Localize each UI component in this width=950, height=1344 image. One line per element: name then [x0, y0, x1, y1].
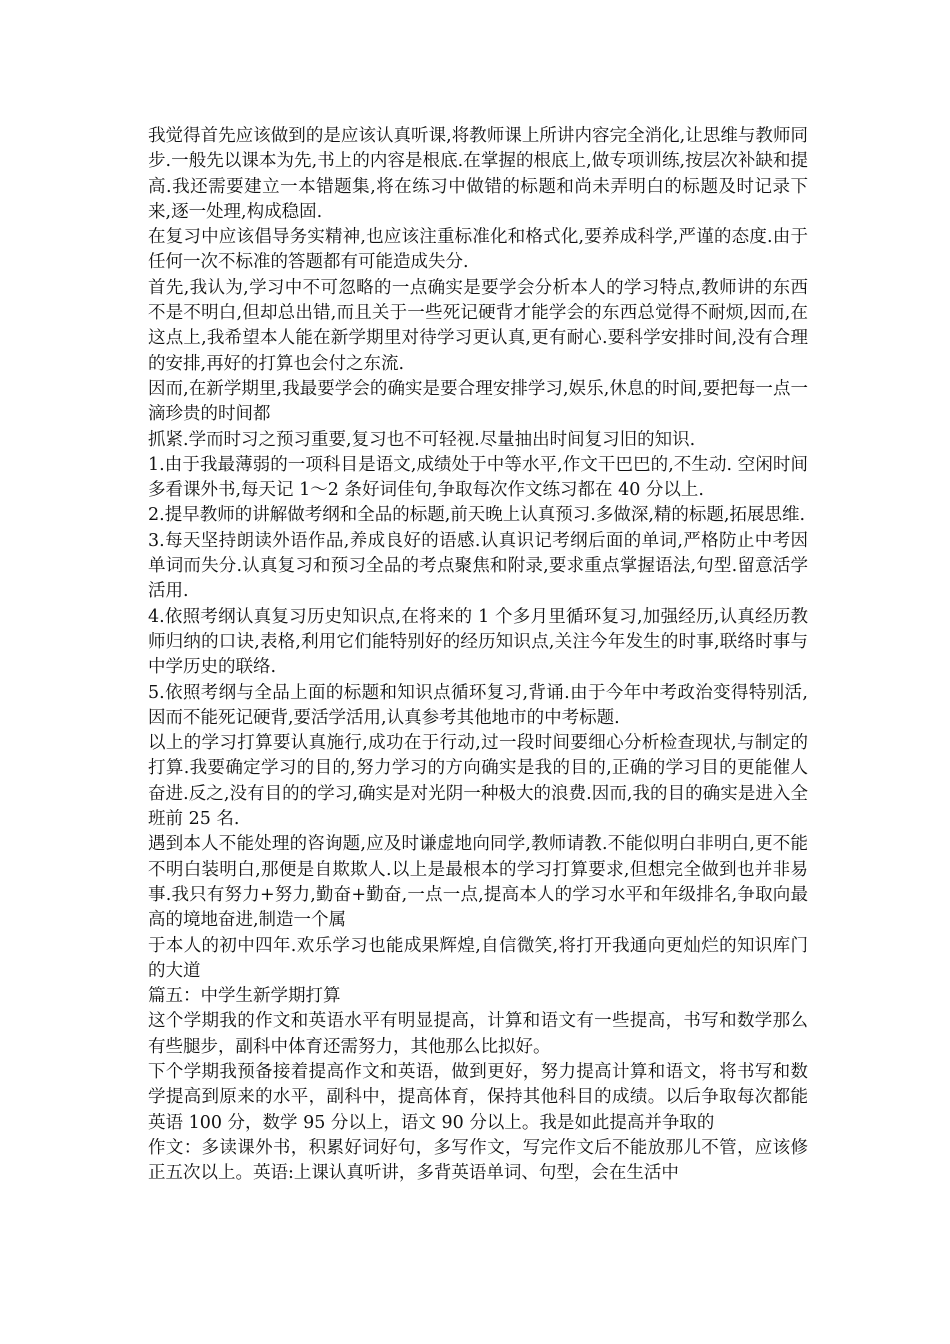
document-page	[148, 124, 808, 1186]
paragraph-7: 遇到本人不能处理的咨询题,应及时谦虚地向同学,教师请教.不能似明白非明白,更不能不明白装明白,那便是自欺欺人.以上是最根本的学习打算要求,但想完全做到也并非易事.我只有努力+努力,勤奋+勤奋,一点一点,提高本人的学习水平和年级排名,争取向最高的境地奋进,制造一个属	[148, 834, 808, 931]
paragraph-9: 这个学期我的作文和英语水平有明显提高，计算和语文有一些提高，书写和数学那么有些腿步，副科中体育还需努力，其他那么比拟好。	[148, 1011, 808, 1057]
list-item-4: 4.依照考纲认真复习历史知识点,在将来的 1 个多月里循环复习,加强经历,认真经历教师归纳的口诀,表格,利用它们能特别好的经历知识点,关注今年发生的时事,联络时事与中学历史的联络.	[148, 606, 808, 678]
paragraph-1: 我觉得首先应该做到的是应该认真听课,将教师课上所讲内容完全消化,让思维与教师同步.一般先以课本为先,书上的内容是根底.在掌握的根底上,做专项训练,按层次补缺和提高.我还需要建立一本错题集,将在练习中做错的标题和尚未弄明白的标题及时记录下来,逐一处理,构成稳固.	[148, 126, 808, 222]
paragraph-6: 以上的学习打算要认真施行,成功在于行动,过一段时间要细心分析检查现状,与制定的打算.我要确定学习的目的,努力学习的方向确实是我的目的,正确的学习目的更能催人奋进.反之,没有目的的学习,确实是对光阴一种极大的浪费.因而,我的目的确实是进入全班前 25 名.	[148, 733, 808, 830]
paragraph-4: 因而,在新学期里,我最要学会的确实是要合理安排学习,娱乐,休息的时间,要把每一点一滴珍贵的时间都	[148, 378, 808, 425]
section-heading: 篇五：中学生新学期打算	[148, 986, 341, 1007]
list-item-2: 2.提早教师的讲解做考纲和全品的标题,前天晚上认真预习.多做深,精的标题,拓展思维.	[148, 505, 806, 526]
paragraph-3: 首先,我认为,学习中不可忽略的一点确实是要学会分析本人的学习特点,教师讲的东西不是不明白,但却总出错,而且关于一些死记硬背才能学会的东西总觉得不耐烦,因而,在这点上,我希望本人能在新学期里对待学习更认真,更有耐心.要科学安排时间,没有合理的安排,再好的打算也会付之东流.	[148, 277, 808, 374]
paragraph-2: 在复习中应该倡导务实精神,也应该注重标准化和格式化,要养成科学,严谨的态度.由于任何一次不标准的答题都有可能造成失分.	[148, 227, 808, 273]
paragraph-11: 作文：多读课外书，积累好词好句，多写作文，写完作文后不能放那儿不管，应该修正五次以上。英语:上课认真听讲，多背英语单词、句型，会在生活中	[148, 1137, 808, 1184]
list-item-5: 5.依照考纲与全品上面的标题和知识点循环复习,背诵.由于今年中考政治变得特别活,因而不能死记硬背,要活学活用,认真参考其他地市的中考标题.	[148, 682, 808, 728]
paragraph-8: 于本人的初中四年.欢乐学习也能成果辉煌,自信微笑,将打开我通向更灿烂的知识库门的大道	[148, 935, 808, 981]
paragraph-5: 抓紧.学而时习之预习重要,复习也不可轻视.尽量抽出时间复习旧的知识.	[148, 429, 696, 450]
list-item-3: 3.每天坚持朗读外语作品,养成良好的语感.认真识记考纲后面的单词,严格防止中考因单词而失分.认真复习和预习全品的考点聚焦和附录,要求重点掌握语法,句型.留意活学活用.	[148, 530, 808, 602]
paragraph-10: 下个学期我预备接着提高作文和英语，做到更好，努力提高计算和语文，将书写和数学提高到原来的水平，副科中，提高体育，保持其他科目的成绩。以后争取每次都能英语 100 分，数学 95 分以上，语文 90 分以上。我是如此提高并争取的	[148, 1061, 808, 1133]
list-item-1: 1.由于我最薄弱的一项科目是语文,成绩处于中等水平,作文干巴巴的,不生动. 空闲时间多看课外书,每天记 1～2 条好词佳句,争取每次作文练习都在 40 分以上.	[148, 454, 808, 501]
